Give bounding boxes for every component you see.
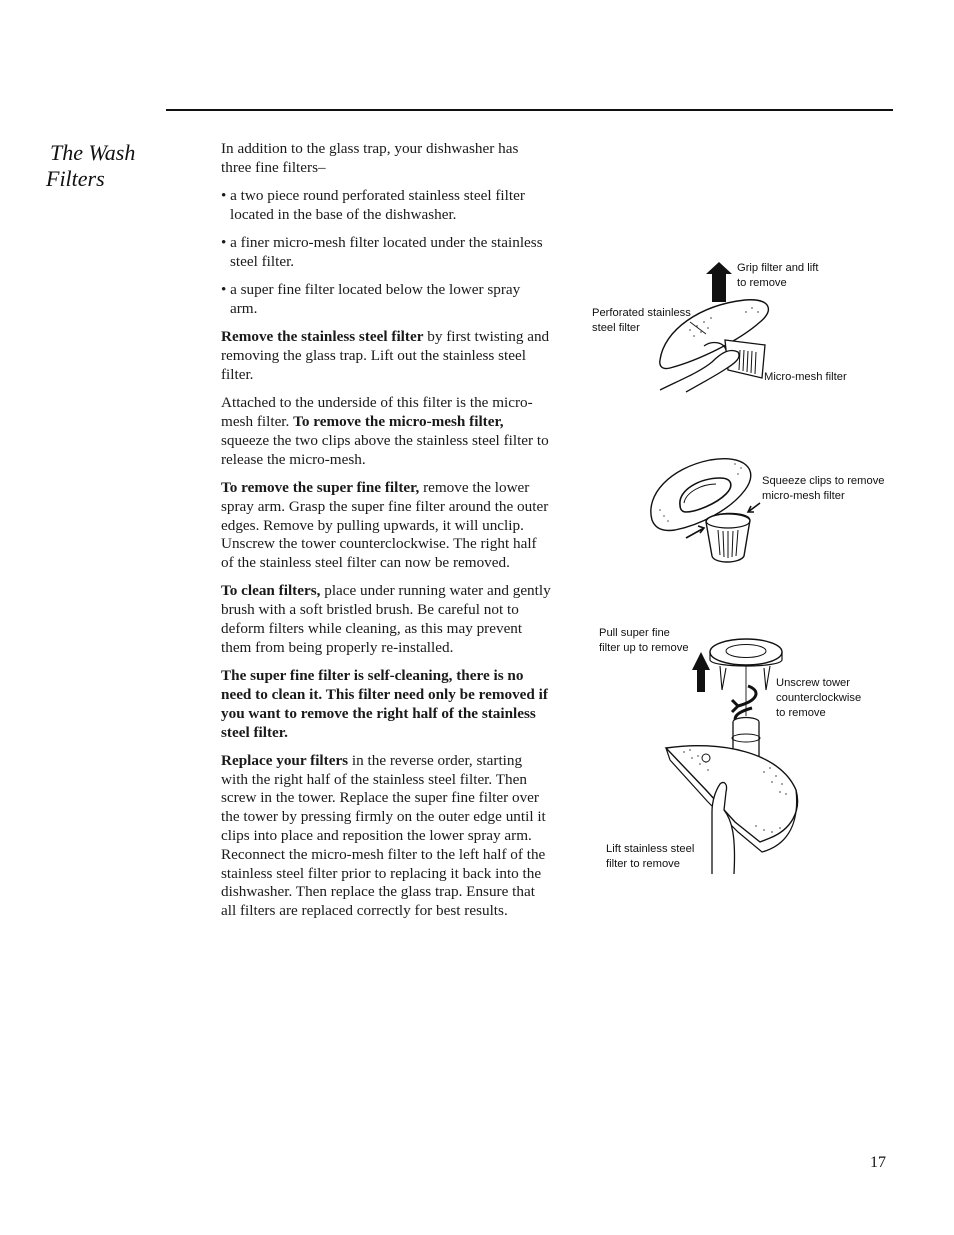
micromesh-intro: Attached to the underside of this filter is the micro-mesh filter. bbox=[221, 394, 533, 431]
clean-heading: To clean filters, bbox=[221, 582, 321, 600]
clean-text: place under running water and gently brush with a soft bristled brush. Be careful not to deform filters while cleaning, as this may prevent them from being properly re-installed. bbox=[221, 582, 551, 656]
section-title-line2: Filters bbox=[46, 166, 105, 191]
bullet-item: • a two piece round perforated stainless steel filter located in the base of the dishwasher. bbox=[221, 187, 525, 223]
replace-heading: Replace your filters bbox=[221, 751, 349, 769]
pull-superfine-label: Pull super fine filter up to remove bbox=[599, 627, 689, 654]
remove-steel-heading: Remove the stainless steel filter bbox=[221, 328, 424, 346]
squeeze-clips-label: Squeeze clips to remove micro-mesh filter bbox=[762, 475, 885, 502]
section-title-line1: The Wash bbox=[50, 140, 136, 165]
replace-text: in the reverse order, starting with the right half of the stainless steel filter. Then screw in the tower. Replace the super fine filter over the tower by pressing firmly on the outer edge until it clips into place and reposition the lower spray arm. Reconnect the micro-mesh filter to the left half of the stainless steel filter prior to replacing it back into the dishwasher. Then replace the glass trap. Ensure that all filters are replaced correctly for best results. bbox=[221, 751, 546, 920]
page-number: 17 bbox=[870, 1154, 886, 1171]
perforated-filter-label: Perforated stainless steel filter bbox=[592, 307, 691, 334]
remove-steel-text: by first twisting and removing the glass trap. Lift out the stainless steel filter. bbox=[221, 328, 550, 383]
bullet-item: • a super fine filter located below the lower spray arm. bbox=[221, 281, 521, 318]
micromesh-heading: To remove the micro-mesh filter, bbox=[293, 413, 504, 431]
selfclean-text: The super fine filter is self-cleaning, there is no need to clean it. This filter need only be removed if you want to remove the right half of the stainless steel filter. bbox=[221, 667, 548, 741]
bullet-item: • a finer micro-mesh filter located under the stainless steel filter. bbox=[221, 234, 543, 270]
grip-filter-label: Grip filter and lift to remove bbox=[737, 262, 819, 289]
micromesh-filter-label: Micro-mesh filter bbox=[764, 371, 847, 383]
micromesh-text: squeeze the two clips above the stainless steel filter to release the micro-mesh. bbox=[221, 431, 549, 468]
up-arrow-icon bbox=[692, 652, 710, 692]
rotate-ccw-icon bbox=[732, 686, 756, 712]
unscrew-tower-label: Unscrew tower counterclockwise to remove bbox=[776, 677, 862, 719]
intro-paragraph: In addition to the glass trap, your dishwasher has three fine filters– bbox=[221, 140, 519, 176]
superfine-text: remove the lower spray arm. Grasp the super fine filter around the outer edges. Remove by pulling upwards, it will unclip. Unscrew the tower counterclockwise. The right half of the stainless steel filter can now be removed. bbox=[221, 478, 549, 572]
lift-steel-label: Lift stainless steel filter to remove bbox=[606, 843, 695, 870]
superfine-heading: To remove the super fine filter, bbox=[221, 478, 420, 496]
